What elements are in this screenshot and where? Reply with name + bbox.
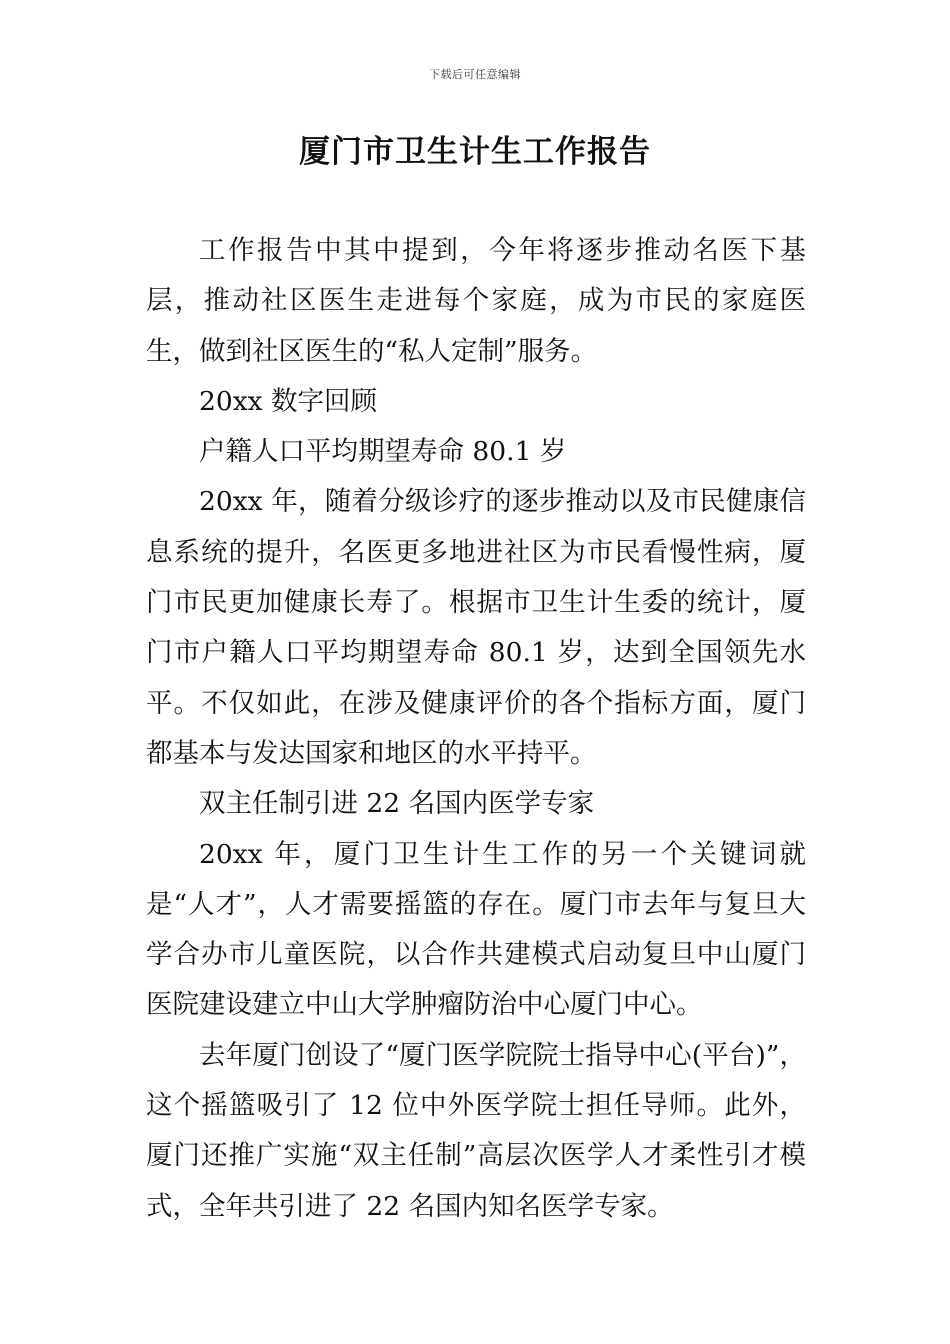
subheading-life-expectancy: 户籍人口平均期望寿命 80.1 岁	[199, 436, 567, 468]
header-note: 下载后可任意编辑	[429, 68, 521, 81]
paragraph-intro: 工作报告中其中提到，今年将逐步推动名医下基层，推动社区医生走进每个家庭，成为市民的家庭医生，做到社区医生的“私人定制”服务。	[146, 235, 806, 367]
section-heading-review: 20xx 数字回顾	[199, 385, 378, 417]
paragraph-talent: 20xx 年，厦门卫生计生工作的另一个关键词就是“人才”，人才需要摇篮的存在。厦门市去年与复旦大学合办市儿童医院，以合作共建模式启动复旦中山厦门医院建设建立中山大学肿瘤防治中心厦门中心。	[146, 838, 806, 1021]
document-body	[146, 226, 806, 1232]
paragraph-life-expectancy: 20xx 年，随着分级诊疗的逐步推动以及市民健康信息系统的提升，名医更多地进社区为市民看慢性病，厦门市民更加健康长寿了。根据市卫生计生委的统计，厦门市户籍人口平均期望寿命 80.1 岁，达到全国领先水平。不仅如此，在涉及健康评价的各个指标方面，厦门都基本与发达国家和地区的水平持平。	[146, 486, 806, 769]
paragraph-academician-center: 去年厦门创设了“厦门医学院院士指导中心(平台)”，这个摇篮吸引了 12 位中外医学院士担任导师。此外，厦门还推广实施“双主任制”高层次医学人才柔性引才模式，全年共引进了 22 名国内知名医学专家。	[146, 1039, 806, 1222]
document-title: 厦门市卫生计生工作报告	[299, 134, 651, 170]
subheading-dual-director: 双主任制引进 22 名国内医学专家	[199, 788, 595, 820]
